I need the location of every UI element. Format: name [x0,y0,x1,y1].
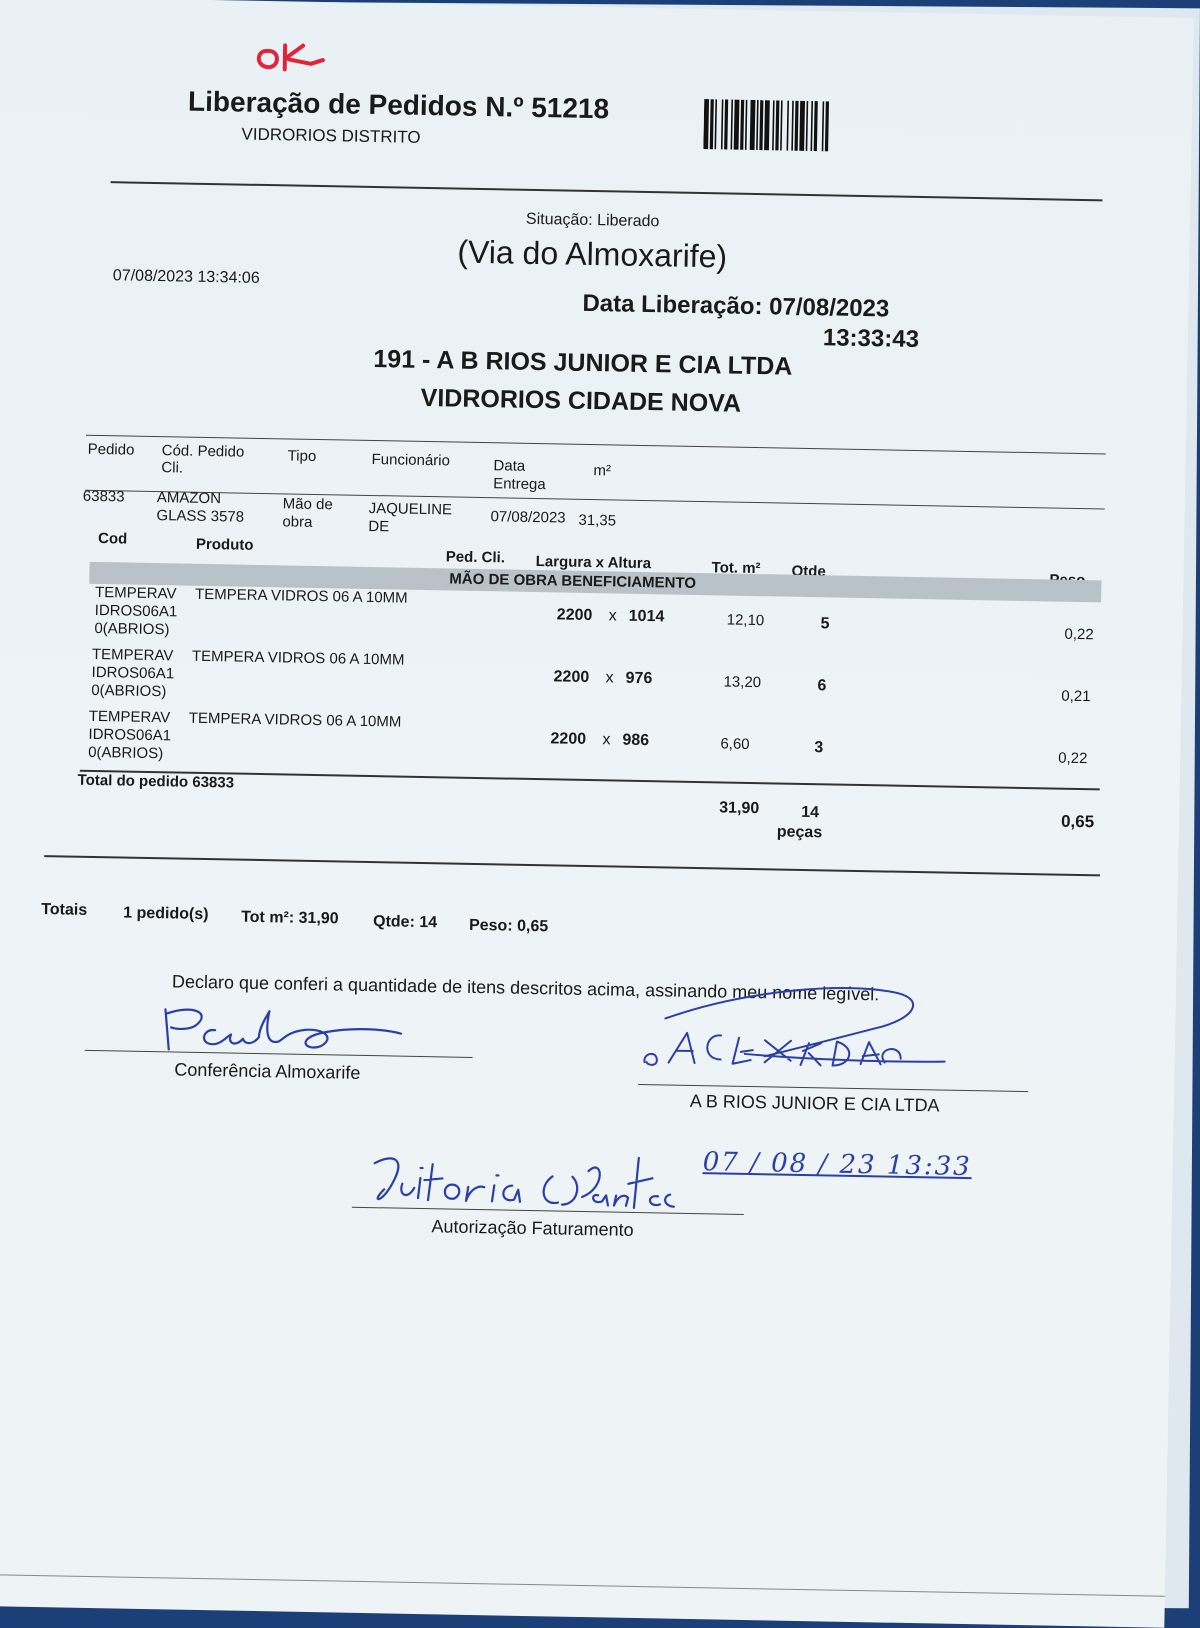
item-qtde: 5 [820,615,830,633]
order-pedido-value: 63833 [82,487,125,506]
client-branch: VIDRORIOS CIDADE NOVA [420,383,742,418]
order-tipo-line2: obra [282,513,313,531]
item-code-line2: IDROS06A1 [91,663,175,683]
page-bottom-edge [0,1574,1165,1597]
barcode-bar [794,101,798,151]
totals-divider [44,855,1100,876]
item-altura: 1014 [628,607,665,626]
barcode-bar [806,101,809,151]
item-tot-m2: 12,10 [726,611,765,630]
item-description: TEMPERA VIDROS 06 A 10MM [191,647,405,669]
ok-handwritten-mark [251,37,332,78]
order-total-peso: 0,65 [1060,811,1095,832]
release-date: Data Liberação: 07/08/2023 [582,289,890,323]
order-tipo-line1: Mão de [282,495,333,514]
barcode-bar [750,100,756,150]
order-cod-cli-line1: AMAZON [156,489,222,508]
totals-pedidos: 1 pedido(s) [123,904,209,924]
barcode-bar [745,100,748,150]
declaration-text: Declaro que conferi a quantidade de itens descritos acima, assinando meu nome legível. [171,971,880,1005]
item-code-line2: IDROS06A1 [88,725,172,745]
copy-designation: (Via do Almoxarife) [457,233,728,275]
order-data-value: 07/08/2023 [490,508,566,527]
barcode-bar [787,101,790,151]
order-header-cod-cli [161,442,244,478]
client-name: 191 - A B RIOS JUNIOR E CIA LTDA [373,345,793,381]
order-funcionario-value [368,500,452,538]
barcode-bar [703,99,709,149]
items-header-dimensions: Largura x Altura [535,553,652,573]
item-peso: 0,21 [1061,687,1091,706]
order-func-line1: JAQUELINE [368,499,453,519]
item-code [94,584,178,640]
barcode-bar [756,100,759,150]
item-code-line1: TEMPERAV [88,707,171,727]
barcode-bar [731,100,734,150]
barcode-bar [715,99,718,149]
barcode-bar [734,100,740,150]
barcode-bar [759,100,763,150]
order-header-funcionario: Funcionário [371,450,451,470]
order-header-data-entrega [493,457,546,494]
conferencia-label: Conferência Almoxarife [174,1059,361,1083]
barcode-bar [791,101,794,151]
item-dim-separator: x [608,607,617,625]
item-peso: 0,22 [1064,625,1094,644]
items-header-qtde: Qtde [791,562,826,581]
order-total-m2: 31,90 [719,799,760,818]
barcode-bar [799,101,805,151]
item-tot-m2: 13,20 [723,673,762,692]
order-cod-cli-value [156,489,244,527]
item-code-line3: 0(ABRIOS) [91,681,167,701]
barcode-bar [764,100,770,150]
item-description: TEMPERA VIDROS 06 A 10MM [194,585,408,607]
totals-peso: Peso: 0,65 [468,916,549,936]
handwritten-date: 07 / 08 / 23 13:33 [702,1147,973,1183]
order-header-data-line1: Data [493,457,526,475]
item-tot-m2: 6,60 [720,735,750,753]
barcode-bar [814,101,818,151]
item-largura: 2200 [553,668,590,687]
order-header-m2: m² [593,462,612,480]
barcode-bar [740,100,744,150]
situation-label: Situação: Liberado [525,210,660,231]
item-code-line1: TEMPERAV [94,583,177,603]
autorizacao-label: Autorização Faturamento [431,1216,634,1240]
order-header-tipo: Tipo [287,447,317,465]
order-func-line2: DE [368,517,390,536]
order-m2-value: 31,35 [578,511,617,530]
item-altura: 986 [622,731,650,750]
barcode-bar [780,100,783,150]
item-dim-separator: x [602,731,611,749]
item-largura: 2200 [556,606,593,625]
item-code-line1: TEMPERAV [91,645,174,665]
item-peso: 0,22 [1058,749,1088,768]
header-divider [111,181,1103,201]
barcode-bar [724,99,728,149]
release-time: 13:33:43 [822,324,920,354]
item-dim-separator: x [605,669,614,687]
issuer-company: VIDRORIOS DISTRITO [241,124,421,147]
item-qtde: 6 [817,677,827,695]
item-code-line3: 0(ABRIOS) [87,743,164,763]
order-tipo-value [282,495,333,532]
order-cod-cli-line2: GLASS 3578 [156,507,245,526]
autorizacao-signature [362,1143,683,1229]
order-total-qtde-unit: peças [776,823,823,842]
printed-timestamp: 07/08/2023 13:34:06 [112,267,260,287]
barcode-bar [825,101,829,151]
barcode-bar [710,99,714,149]
barcode [703,99,884,154]
item-description: TEMPERA VIDROS 06 A 10MM [188,709,402,731]
order-header-data-line2: Entrega [492,475,546,494]
item-code [88,708,172,764]
items-group-title: MÃO DE OBRA BENEFICIAMENTO [449,570,697,592]
barcode-bar [810,101,813,151]
order-total-qtde [776,803,823,843]
document-title: Liberação de Pedidos N.º 51218 [187,85,610,125]
order-total-qtde-value: 14 [801,803,820,822]
barcode-bar [772,100,775,150]
items-header-cod: Cod [97,529,128,548]
items-header-ped-cli: Ped. Cli. [445,548,506,567]
order-total-label: Total do pedido 63833 [77,771,235,792]
item-largura: 2200 [550,730,587,748]
item-altura: 976 [625,669,653,688]
totals-qtde: Qtde: 14 [372,913,438,932]
client-signature-label: A B RIOS JUNIOR E CIA LTDA [689,1090,940,1116]
item-code-line3: 0(ABRIOS) [94,619,170,639]
items-header-produto: Produto [195,535,254,554]
totals-label: Totais [41,901,88,919]
order-header-cod-cli-line2: Cli. [161,459,184,477]
item-code-line2: IDROS06A1 [94,601,178,621]
client-signature [624,958,966,1084]
barcode-bar [721,99,724,149]
barcode-bar [822,101,825,151]
order-header-cod-cli-line1: Cód. Pedido [161,442,245,461]
order-header-pedido: Pedido [87,440,135,459]
item-qtde: 3 [814,739,824,757]
item-code [91,646,175,702]
items-header-tot-m2: Tot. m² [711,559,761,578]
totals-m2: Tot m²: 31,90 [241,908,339,928]
barcode-bar [775,100,779,150]
